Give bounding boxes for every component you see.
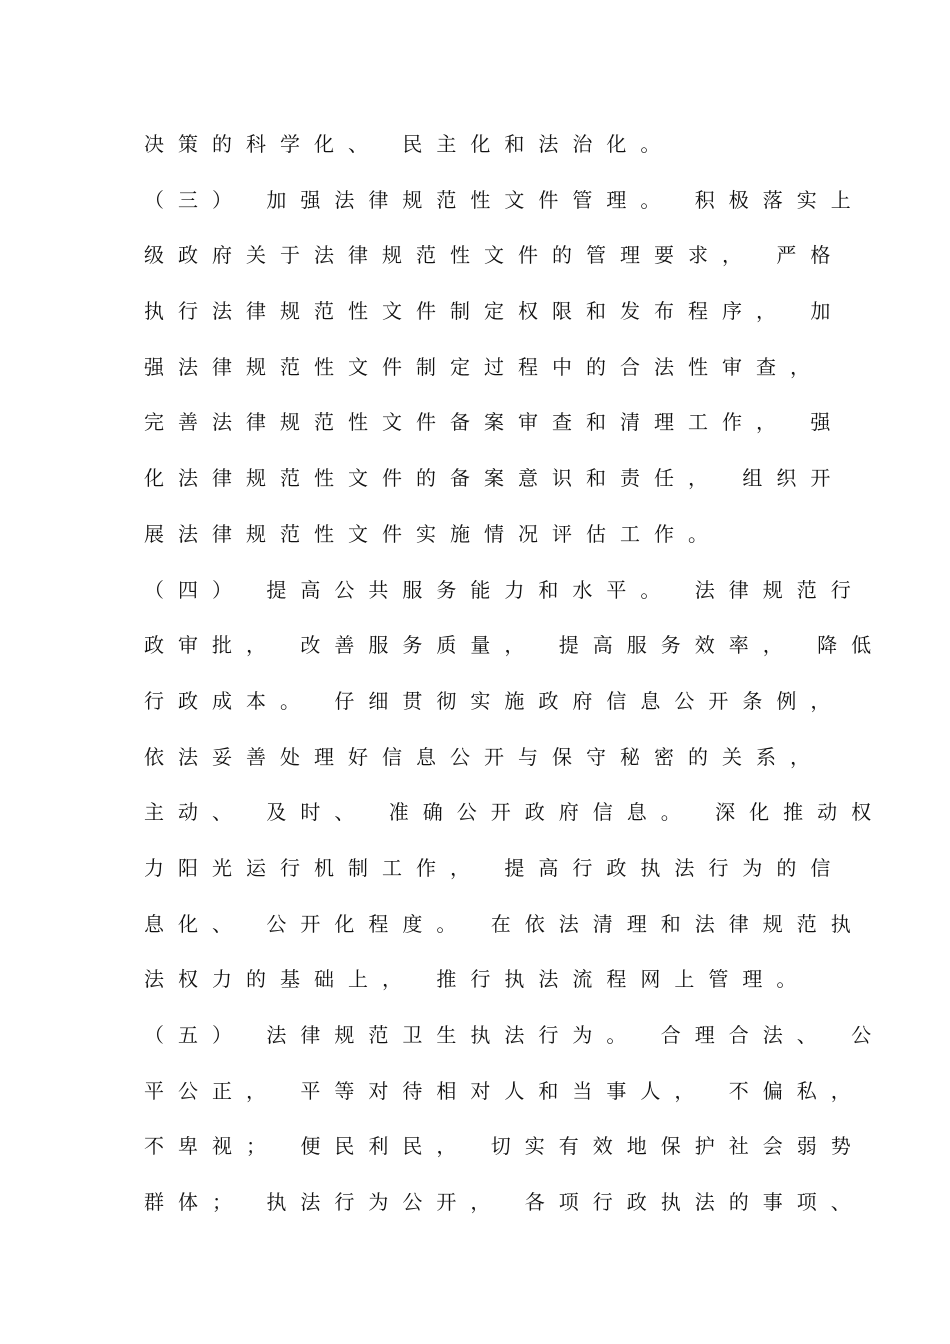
text-line: 执行法律规范性文件制定权限和发布程序， 加 bbox=[144, 299, 845, 324]
text-line: （五） 法律规范卫生执法行为。 合理合法、 公 bbox=[144, 1023, 886, 1047]
text-line: 主动、 及时、 准确公开政府信息。 深化推动权 bbox=[144, 800, 886, 825]
text-line: 完善法律规范性文件备案审查和清理工作， 强 bbox=[144, 410, 845, 435]
text-line: 法权力的基础上， 推行执法流程网上管理。 bbox=[144, 967, 811, 992]
text-line: 展法律规范性文件实施情况评估工作。 bbox=[144, 521, 722, 546]
text-line: 平公正， 平等对待相对人和当事人， 不偏私， bbox=[144, 1078, 865, 1103]
text-line: 决策的科学化、 民主化和法治化。 bbox=[144, 132, 675, 156]
text-line: 行政成本。 仔细贯彻实施政府信息公开条例， bbox=[144, 688, 845, 713]
text-line: 力阳光运行机制工作， 提高行政执法行为的信 bbox=[144, 855, 845, 880]
text-line: （三） 加强法律规范性文件管理。 积极落实上 bbox=[144, 187, 865, 212]
text-line: 强法律规范性文件制定过程中的合法性审查， bbox=[144, 354, 824, 379]
text-line: 政审批， 改善服务质量， 提高服务效率， 降低 bbox=[144, 633, 886, 658]
text-line: 不卑视； 便民利民， 切实有效地保护社会弱势 bbox=[144, 1134, 865, 1159]
body-text bbox=[144, 124, 886, 1238]
text-line: （四） 提高公共服务能力和水平。 法律规范行 bbox=[144, 577, 865, 602]
text-line: 息化、 公开化程度。 在依法清理和法律规范执 bbox=[144, 911, 865, 936]
text-line: 依法妥善处理好信息公开与保守秘密的关系， bbox=[144, 744, 824, 769]
text-line: 化法律规范性文件的备案意识和责任， 组织开 bbox=[144, 466, 845, 491]
text-line: 群体； 执法行为公开， 各项行政执法的事项、 bbox=[144, 1190, 865, 1215]
text-line: 级政府关于法律规范性文件的管理要求， 严格 bbox=[144, 243, 845, 268]
